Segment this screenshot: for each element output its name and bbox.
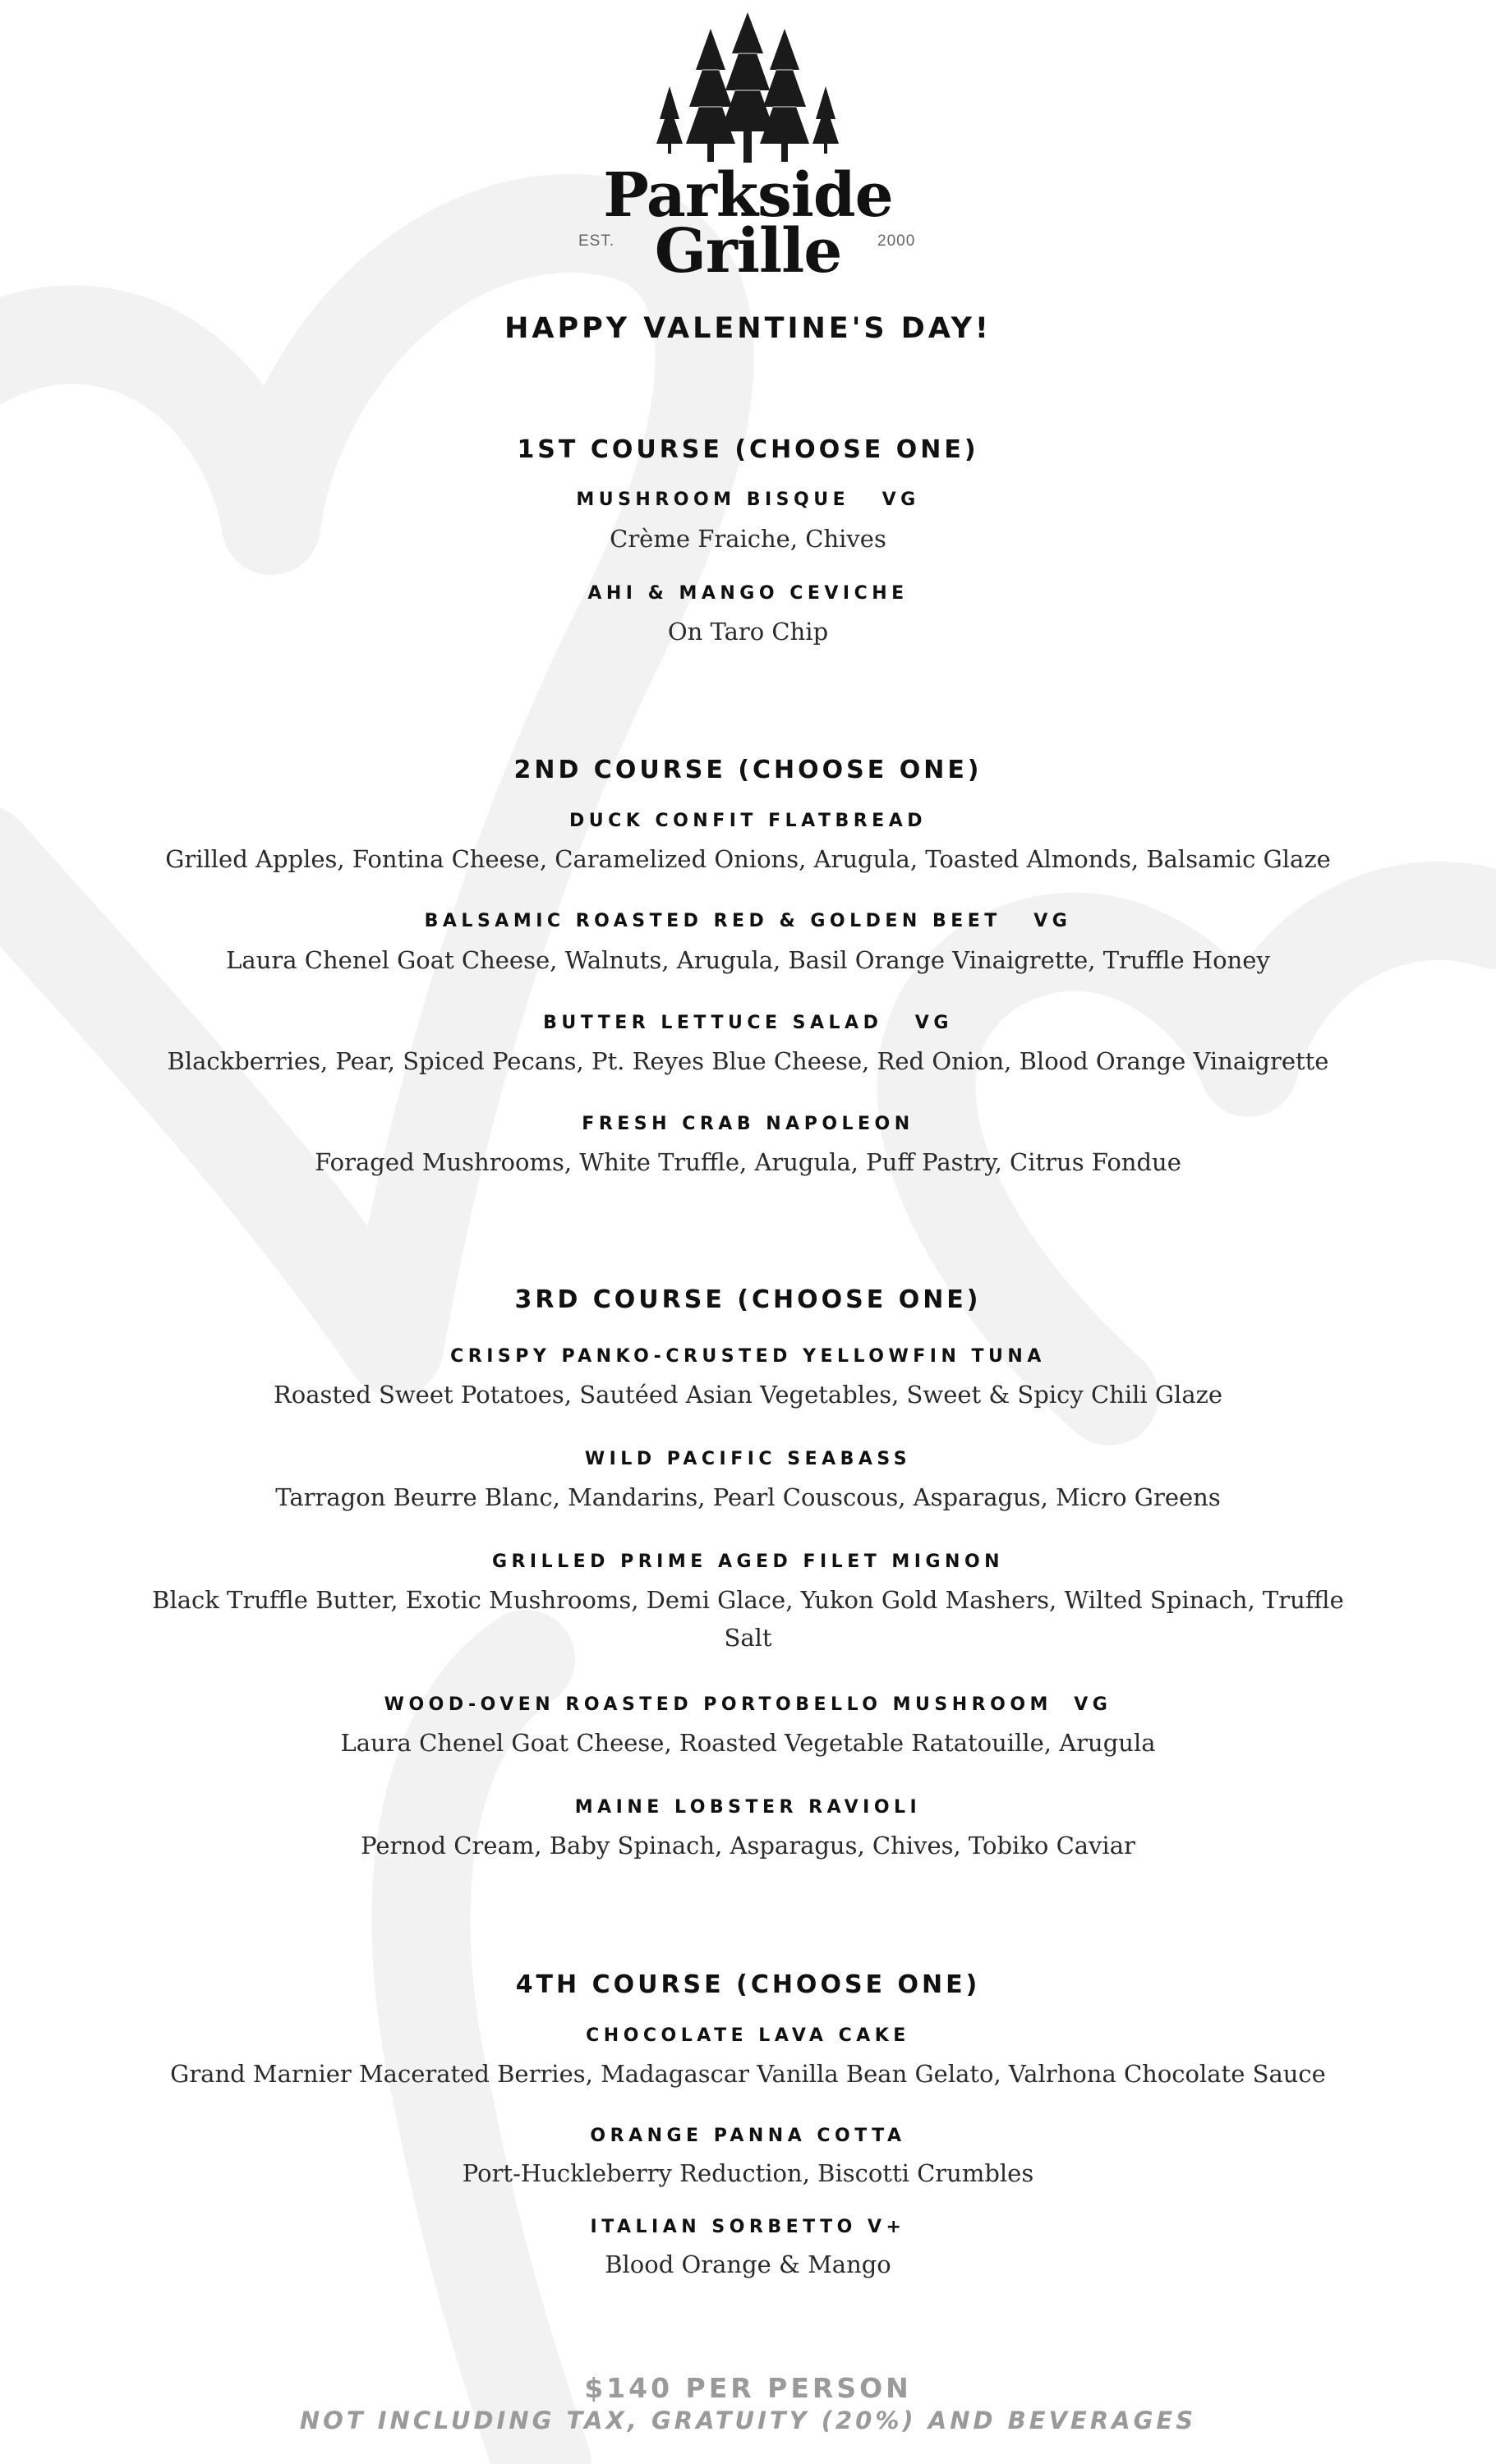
menu-item-description: Pernod Cream, Baby Spinach, Asparagus, Chives, Tobiko Caviar (361, 1832, 1135, 1859)
menu-item-name: MUSHROOM BISQUE VG (576, 490, 920, 510)
course-title: 1ST COURSE (CHOOSE ONE) (517, 435, 979, 464)
menu-item-description: Grilled Apples, Fontina Cheese, Caramelized Onions, Arugula, Toasted Almonds, Balsamic Glaze (165, 845, 1331, 873)
menu-item-name: MAINE LOBSTER RAVIOLI (574, 1797, 922, 1818)
page-title: HAPPY VALENTINE'S DAY! (504, 312, 992, 345)
established-year: 2000 (877, 232, 916, 250)
established-label: EST. (578, 232, 615, 250)
menu-item-name: WOOD-OVEN ROASTED PORTOBELLO MUSHROOM VG (384, 1694, 1112, 1715)
menu-item-description: Grand Marnier Macerated Berries, Madagascar Vanilla Bean Gelato, Valrhona Chocolate Sauce (170, 2060, 1326, 2088)
menu-item-description: Crème Fraiche, Chives (610, 525, 886, 553)
course-title: 4TH COURSE (CHOOSE ONE) (515, 1970, 981, 1999)
menu-item-description: Laura Chenel Goat Cheese, Roasted Vegetable Ratatouille, Arugula (340, 1729, 1156, 1757)
restaurant-logo (0, 12, 1496, 287)
menu-item-description: Laura Chenel Goat Cheese, Walnuts, Arugula, Basil Orange Vinaigrette, Truffle Honey (226, 946, 1270, 974)
menu-item-name: BUTTER LETTUCE SALAD VG (543, 1013, 953, 1033)
menu-item-name: DUCK CONFIT FLATBREAD (568, 811, 927, 831)
menu-item-description: Black Truffle Butter, Exotic Mushrooms, Demi Glace, Yukon Gold Mashers, Wilted Spinach, Truffle Salt (152, 1586, 1344, 1652)
price-per-person: $140 PER PERSON (584, 2372, 912, 2404)
menu-item-name: WILD PACIFIC SEABASS (584, 1449, 912, 1469)
menu-item-description: Blackberries, Pear, Spiced Pecans, Pt. Reyes Blue Cheese, Red Onion, Blood Orange Vinaigrette (167, 1047, 1329, 1075)
menu-item-name: ITALIAN SORBETTO V+ (590, 2217, 906, 2237)
menu-item-name: AHI & MANGO CEVICHE (587, 583, 909, 604)
restaurant-name-line1: Parkside (603, 160, 893, 231)
menu-item-description: Port-Huckleberry Reduction, Biscotti Crumbles (462, 2159, 1034, 2187)
course-title: 2ND COURSE (CHOOSE ONE) (513, 756, 983, 784)
menu-item-name: BALSAMIC ROASTED RED & GOLDEN BEET VG (424, 911, 1072, 931)
menu-item-name: ORANGE PANNA COTTA (590, 2126, 906, 2146)
course-title: 3RD COURSE (CHOOSE ONE) (514, 1285, 982, 1314)
menu-item-description: Blood Orange & Mango (605, 2250, 891, 2278)
price-disclaimer: NOT INCLUDING TAX, GRATUITY (20%) AND BEVERAGES (299, 2407, 1197, 2434)
menu-item-description: Roasted Sweet Potatoes, Sautéed Asian Vegetables, Sweet & Spicy Chili Glaze (273, 1381, 1223, 1409)
pine-trees-icon (653, 12, 842, 164)
menu-item-name: CRISPY PANKO-CRUSTED YELLOWFIN TUNA (450, 1346, 1046, 1367)
restaurant-name-line2: Grille (654, 216, 842, 287)
menu-item-name: FRESH CRAB NAPOLEON (582, 1114, 914, 1134)
menu-item-name: CHOCOLATE LAVA CAKE (586, 2025, 910, 2046)
menu-item-name: GRILLED PRIME AGED FILET MIGNON (491, 1551, 1005, 1572)
menu-item-description: Foraged Mushrooms, White Truffle, Arugula, Puff Pastry, Citrus Fondue (315, 1148, 1181, 1176)
menu-item-description: Tarragon Beurre Blanc, Mandarins, Pearl Couscous, Asparagus, Micro Greens (275, 1483, 1221, 1511)
menu-item-description: On Taro Chip (667, 618, 829, 646)
